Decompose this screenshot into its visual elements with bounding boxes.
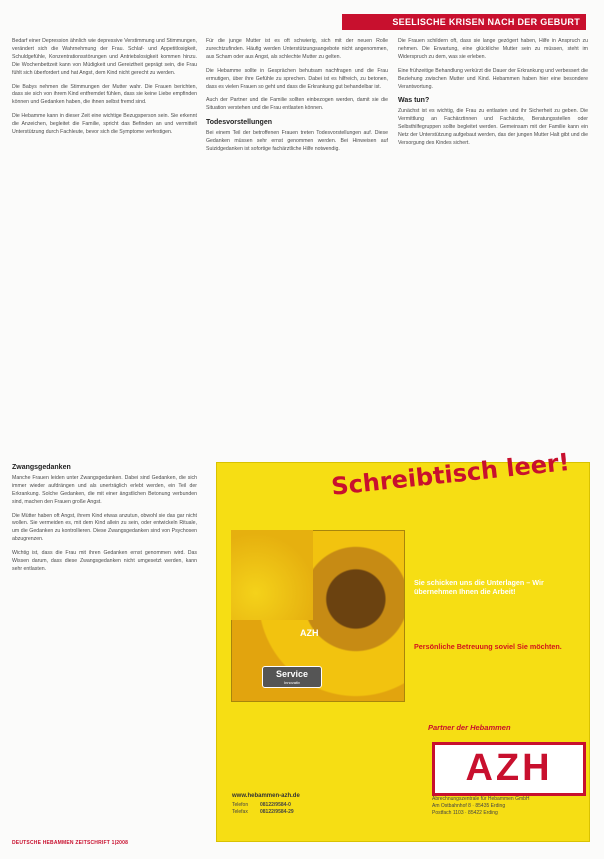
paragraph: Die Hebamme sollte in Gesprächen behutsam nachfragen und die Frau ermutigen, über ihre Gefühle zu sprechen. Dabei ist es hilfreich, zu betonen, dass es vielen Frauen so geht und dass die Erkrankung gut behandelbar ist. xyxy=(206,67,388,90)
paragraph: Die Mütter haben oft Angst, ihrem Kind etwas anzutun, obwohl sie das gar nicht wollen. Sie vermeiden es, mit dem Kind allein zu sein, oder entwickeln Rituale, um die Gedanken zu kontrollieren. Diese Zwangsgedanken sind von Psychosen abzugrenzen. xyxy=(12,512,197,543)
ad-website-link[interactable]: www.hebammen-azh.de xyxy=(232,793,300,799)
fax-number: 08122/9584-29 xyxy=(260,809,294,815)
fax-label: Telefax xyxy=(232,809,248,815)
azh-logo: AZH xyxy=(432,742,586,796)
paragraph: Die Babys nehmen die Stimmungen der Mutter wahr. Die Frauen berichten, dass sie sich von ihrem Kind entfremdet fühlen, dass sie keine Liebe empfinden können und Gedanken haben, die ihnen selbst fremd sind. xyxy=(12,83,197,106)
paragraph: Wichtig ist, dass die Frau mit ihren Gedanken ernst genommen wird. Das Wissen darum, dass diese Zwangsgedanken nicht umgesetzt werden, kann sehr entlasten. xyxy=(12,550,197,572)
ad-promo-text-2: Persönliche Betreuung soviel Sie möchten. xyxy=(414,642,562,651)
text-column-1 xyxy=(12,38,197,143)
paragraph: Manche Frauen leiden unter Zwangsgedanken. Dabei sind Gedanken, die sich immer wieder aufdrängen und als unerträglich erlebt werden, ein Teil der Erkrankung. Solche Gedanken, die mit einer ängstlichen Betonung verbunden sind, machen den Frauen große Angst. xyxy=(12,474,197,505)
company-name: Abrechnungszentrale für Hebammen GmbH xyxy=(432,796,530,802)
ad-headline: Schreibtisch leer! xyxy=(330,447,571,501)
ad-partner-tagline: Partner der Hebammen xyxy=(428,723,511,732)
text-column-2 xyxy=(206,38,388,160)
postal-address: Postfach 1103 · 85422 Erding xyxy=(432,810,498,816)
paragraph: Die Frauen schildern oft, dass sie lange gezögert haben, Hilfe in Anspruch zu nehmen. Die Erwartung, eine glückliche Mutter sein zu müssen, steht im Widerspruch zu dem, was sie erleben. xyxy=(398,38,588,60)
text-column-3 xyxy=(398,38,588,154)
paragraph: Eine frühzeitige Behandlung verkürzt die Dauer der Erkrankung und verbessert die Beziehung zwischen Mutter und Kind. Hebammen haben hier eine besondere Verantwortung. xyxy=(398,67,588,90)
subheading-todesvorstellungen: Todesvorstellungen xyxy=(206,119,272,127)
paragraph: Zunächst ist es wichtig, die Frau zu entlasten und ihr Sicherheit zu geben. Die Vermittlung an Fachärztinnen und Fachärzte, Beratungsstellen oder Selbsthilfegruppen sollte begleitet werden. Gemeinsam mit der Familie kann ein Netz der Unterstützung aufgebaut werden, das der jungen Mutter Halt gibt und die Versorgung des Kindes sichert. xyxy=(398,108,588,146)
service-badge xyxy=(262,666,322,688)
street-address: Am Ostbahnhof 8 · 85435 Erding xyxy=(432,803,506,809)
section-header xyxy=(342,14,586,30)
paragraph: Bedarf einer Depression ähnlich wie depressive Verstimmung und Stimmungen, verändert sich die Wahrnehmung der Frau. Schlaf- und Appetitlosigkeit, Schuldgefühle, Konzentrationsstörungen und Antriebslosigkeit kommen hinzu. Die Wochenbettzeit kann von Müdigkeit und Gereiztheit geprägt sein, die Frau fühlt sich überfordert und hat Angst, dem Kind nicht gerecht zu werden. xyxy=(12,38,197,76)
ad-photo-logo: AZH xyxy=(300,628,319,638)
subheading-was-tun: Was tun? xyxy=(398,97,430,105)
sunflower-detail-image xyxy=(231,530,313,620)
section-title: SEELISCHE KRISEN NACH DER GEBURT xyxy=(392,17,580,27)
service-sublabel: Innovativ xyxy=(283,680,300,685)
ad-address xyxy=(432,796,582,817)
paragraph: Auch der Partner und die Familie sollten einbezogen werden, damit sie die Situation verstehen und die Frau entlasten können. xyxy=(206,97,388,112)
ad-promo-text: Sie schicken uns die Unterlagen – Wir übernehmen Ihnen die Arbeit! xyxy=(414,578,544,596)
footer-label: DEUTSCHE HEBAMMEN ZEITSCHRIFT 1|2008 xyxy=(12,840,129,846)
paragraph: Für die junge Mutter ist es oft schwierig, sich mit der neuen Rolle zurechtzufinden. Häufig werden Unterstützungsangebote nicht angenommen, aus Scham oder aus Angst, als schlechte Mutter zu gelten. xyxy=(206,38,388,60)
phone-number: 08122/9584-0 xyxy=(260,802,291,808)
phone-label: Telefon xyxy=(232,802,249,808)
ad-contact xyxy=(232,802,294,816)
paragraph: Bei einem Teil der betroffenen Frauen treten Todesvorstellungen auf. Diese Gedanken müssen sehr ernst genommen werden. Bei Hinweisen auf Suizidgedanken ist sofortige fachärztliche Hilfe notwendig. xyxy=(206,130,388,152)
subheading-zwangsgedanken: Zwangsgedanken xyxy=(12,464,71,471)
page-footer xyxy=(12,840,128,846)
paragraph: Die Hebamme kann in dieser Zeit eine wichtige Bezugsperson sein. Sie erkennt die Anzeichen, begleitet die Familie, spricht das Befinden an und vermittelt Unterstützung durch Fachleute, bevor sich die Symptome verfestigen. xyxy=(12,113,197,136)
service-label: Service xyxy=(275,669,309,679)
text-column-1-lower xyxy=(12,464,197,580)
